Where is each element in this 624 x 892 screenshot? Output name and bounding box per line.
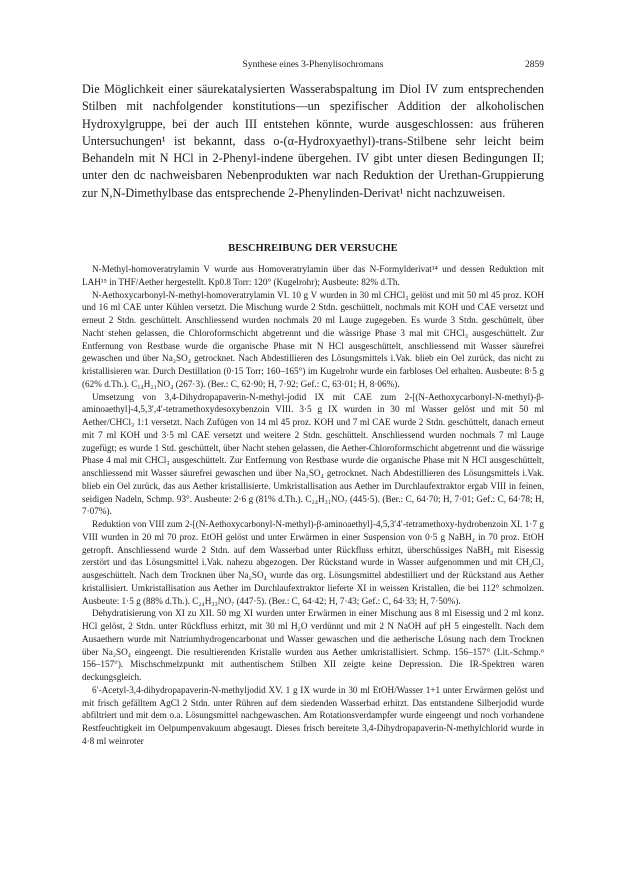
- procedure-paragraph: Umsetzung von 3,4-Dihydropapaverin-N-methyl-jodid IX mit CAE zum 2-[(N-Aethoxycarbonyl-N-methyl)-β-aminoaethyl]-4,5,3′,4′-tetramethoxydesoxybenzoin VIII. 3·5 g IX wurden in 30 ml Wasser gelöst und mit 50 ml Aether/CHCl₃ 1:1 versetzt. Nach Zufügen von 14 ml 45 proz. KOH und 7 ml CAE wurde 2 Stdn. geschüttelt, danach erneut mit 7 ml KOH und 3·5 ml CAE versetzt und weitere 2 Stdn. geschüttelt. Anschliessend wurden nochmals 7 ml Lauge zugefügt; es wurde 1 Std. geschüttelt, über Nacht stehen gelassen, die Aether-Chloroformschicht abgetrennt und die wässrige Phase 4 mal mit CHCl₃ ausgeschüttelt. Zur Entfernung von Restbase wurde die organische Phase mit N HCl ausgeschüttelt, anschliessend mit Wasser säurefrei gewaschen und über Na₂SO₄ getrocknet. Nach Abdestillieren des Lösungsmittels i.Vak. blieb ein Oel zurück, das aus Aether kristallisierte. Umkristallisation aus Aether im Durchlaufextraktor ergab VIII in feinen, seidigen Nadeln, Schmp. 93°. Ausbeute: 2·6 g (81% d.Th.). C₂₄H₃₁NO₇ (445·5). (Ber.: C, 64·70; H, 7·01; Gef.: C, 64·78; H, 7·07%).: [82, 391, 544, 517]
- procedure-paragraph: N-Methyl-homoveratrylamin V wurde aus Homoveratrylamin über das N-Formylderivat¹⁴ und dessen Reduktion mit LAH¹⁵ in THF/Aether hergestellt. Kp0.8 Torr: 120° (Kugelrohr); Ausbeute: 82% d.Th.: [82, 264, 544, 287]
- intro-paragraph: Die Möglichkeit einer säurekatalysierten Wasserabspaltung im Diol IV zum entsprechenden Stilben mit nachfolgender konstitutions—un spezifischer Addition der alkoholischen Hydroxylgruppe, bei der auch III entstehen könnte, wurde ausgeschlossen: aus früheren Untersuchungen¹ ist bekannt, dass o-(α-Hydroxyaethyl)-trans-Stilbene sehr leicht beim Behandeln mit N HCl in 2-Phenyl-indene übergehen. IV gibt unter diesen Bedingungen II; unter den dc nachweisbaren Nebenprodukten war nach Reduktion der Urethan-Gruppierung zur N,N-Dimethylbase das entsprechende 2-Phenylinden-Derivat¹ nicht nachzuweisen.: [82, 82, 544, 200]
- experimental-section: [82, 263, 544, 748]
- procedure-paragraph: Reduktion von VIII zum 2-[(N-Aethoxycarbonyl-N-methyl)-β-aminoaethyl]-4,5,3′4′-tetramethoxy-hydrobenzoin XI. 1·7 g VIII wurden in 20 ml 70 proz. EtOH gelöst und unter Erwärmen in einer Suspension von 0·5 g NaBH₄ in 70 proz. EtOH getropft. Anschliessend wurde 2 Stdn. auf dem Wasserbad unter Rückfluss erhitzt, überschüssiges NaBH₄ mit Eisessig zerstört und das Lösungsmittel i.Vak. nahezu abgezogen. Der Rückstand wurde in Wasser aufgenommen und mit CH₂Cl₂ ausgeschüttelt. Nach dem Trocknen über Na₂SO₄ wurde das org. Lösungsmittel abdestilliert und der Rückstand aus Aether kristallisiert. Umkristallisation aus Aether im Durchlaufextraktor lieferte XI in weissen Kristallen, die bei 112° schmolzen. Ausbeute: 1·5 g (88% d.Th.). C₂₄H₃₃NO₇ (447·5). (Ber.: C, 64·42; H, 7·43; Gef.: C, 64·33; H, 7·50%).: [82, 519, 544, 606]
- procedure-paragraph: N-Aethoxycarbonyl-N-methyl-homoveratrylamin VI. 10 g V wurden in 30 ml CHCl₃ gelöst und mit 50 ml 45 proz. KOH und 16 ml CAE unter Kühlen versetzt. Die Mischung wurde 2 Stdn. geschüttelt, nochmals mit KOH und CAE versetzt und erneut 2 Stdn. geschüttelt. Anschliessend wurden nochmals 20 ml Lauge zugegeben. Es wurde 3 Stdn. geschüttelt, über Nacht stehen gelassen, die Chloroformschicht abgetrennt und die wässrige Phase 3 mal mit CHCl₃ ausgeschüttelt. Zur Entfernung von Restbase wurde die organische Phase mit N HCl ausgeschüttelt, anschliessend mit Wasser säurefrei gewaschen und über Na₂SO₄ getrocknet. Nach Abdestillieren des Lösungsmittels i.Vak. blieb ein Oel zurück, das nicht zu kristallisieren war. Durch Destillation (0·15 Torr; 160–165°) im Kugelrohr wurde ein farbloses Oel erhalten. Ausbeute: 8·5 g (62% d.Th.). C₁₄H₂₁NO₄ (267·3). (Ber.: C, 62·90; H, 7·92; Gef.: C, 63·01; H, 8·06%).: [82, 289, 544, 389]
- running-title: Synthese eines 3-Phenylisochromans: [242, 60, 384, 70]
- procedure-paragraph: 6′-Acetyl-3,4-dihydropapaverin-N-methyljodid XV. 1 g IX wurde in 30 ml EtOH/Wasser 1+1 unter Erwärmen gelöst und mit frisch gefälltem AgCl 2 Stdn. unter Rühren auf dem siedenden Wasserbad erhitzt. Das entstandene Silberjodid wurde abfiltriert und mit dem o.a. Lösungsmittel nachgewaschen. Am Rotationsverdampfer wurde eingeengt und noch vorhandene Restfeuchtigkeit im Oelpumpenvakuum abgesaugt. Dieses frisch bereitete 3,4-Dihydropapaverin-N-methylchlorid wurde in 4·8 ml weinroter: [82, 684, 544, 746]
- procedure-paragraph: Dehydratisierung von XI zu XII. 50 mg XI wurden unter Erwärmen in einer Mischung aus 8 ml Eisessig und 2 ml konz. HCl gelöst, 2 Stdn. unter Rückfluss erhitzt, mit 30 ml H₂O verdünnt und mit 2 N NaOH auf pH 5 eingestellt. Nach dem Ausaethern wurde mit Natriumhydrogencarbonat und Wasser gewaschen und die aetherische Lösung nach dem Trocknen über Na₂SO₄ eingeengt. Die resultierenden Kristalle wurden aus Aether umkristallisiert. Schmp. 156–157° (Lit.-Schmp.⁶ 156–157°). Mischschmelzpunkt mit authentischem Stilben XII zeigte keine Depression. Die IR-Spektren waren deckungsgleich.: [82, 608, 544, 682]
- page-number: 2859: [525, 60, 544, 70]
- running-header: [82, 58, 544, 72]
- section-heading: BESCHREIBUNG DER VERSUCHE: [228, 243, 398, 254]
